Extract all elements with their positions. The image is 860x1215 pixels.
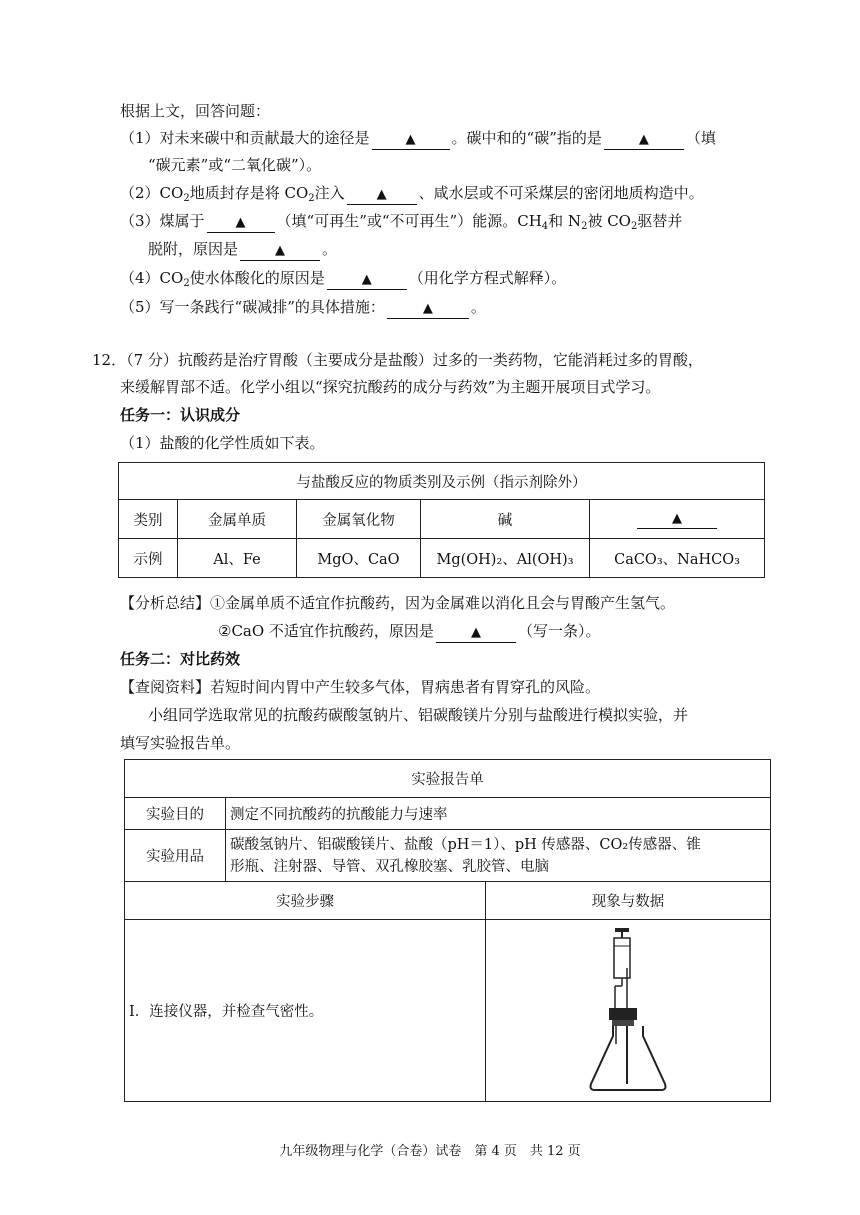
answer-blank[interactable]: ▲ bbox=[327, 269, 407, 290]
answer-blank[interactable]: ▲ bbox=[387, 298, 469, 319]
table-cell: MgO、CaO bbox=[297, 539, 421, 578]
table-cell: 碱 bbox=[421, 500, 590, 539]
answer-blank[interactable]: ▲ bbox=[637, 509, 717, 529]
observations-header: 现象与数据 bbox=[486, 882, 771, 920]
answer-blank[interactable]: ▲ bbox=[207, 212, 275, 233]
steps-header: 实验步骤 bbox=[125, 882, 486, 920]
task-1-heading: 任务一：认识成分 bbox=[120, 406, 241, 424]
question-12-line1: 12．（7 分）抗酸药是治疗胃酸（主要成分是盐酸）过多的一类药物，它能消耗过多的胃酸， bbox=[92, 351, 703, 369]
table-header: 与盐酸反应的物质类别及示例（指示剂除外） bbox=[119, 463, 765, 500]
answer-blank[interactable]: ▲ bbox=[604, 129, 684, 150]
purpose-label: 实验目的 bbox=[125, 798, 226, 830]
paragraph-line1: 小组同学选取常见的抗酸药碳酸氢钠片、铝碳酸镁片分别与盐酸进行模拟实验，并 bbox=[148, 706, 689, 724]
question-1: （1）对未来碳中和贡献最大的途径是 ▲ 。碳中和的“碳”指的是 ▲ （填 bbox=[120, 127, 716, 150]
table-cell: 金属单质 bbox=[178, 500, 297, 539]
analysis-2: ②CaO 不适宜作抗酸药，原因是 ▲ （写一条）。 bbox=[218, 620, 600, 643]
question-12-line2: 来缓解胃部不适。化学小组以“探究抗酸药的成分与药效”为主题开展项目式学习。 bbox=[120, 378, 661, 396]
answer-blank[interactable]: ▲ bbox=[436, 622, 516, 643]
purpose-value: 测定不同抗酸药的抗酸能力与速率 bbox=[226, 798, 771, 830]
materials-value: 碳酸氢钠片、铝碳酸镁片、盐酸（pH＝1）、pH 传感器、CO₂传感器、锥 形瓶、注射器、导管、双孔橡胶塞、乳胶管、电脑 bbox=[226, 830, 771, 882]
materials-label: 实验用品 bbox=[125, 830, 226, 882]
hcl-properties-table bbox=[118, 462, 765, 578]
report-title: 实验报告单 bbox=[125, 760, 771, 798]
answer-blank[interactable]: ▲ bbox=[240, 240, 320, 261]
answer-blank[interactable]: ▲ bbox=[372, 129, 450, 150]
step-1: I．连接仪器，并检查气密性。 bbox=[125, 920, 486, 1102]
question-5: （5）写一条践行“碳减排”的具体措施： ▲ 。 bbox=[120, 296, 486, 319]
question-2: $(2)CO_2$地质封存是将 $CO_2$注入 ▲ 、咸水层或不可采煤层的密闭地质构造中。 bbox=[120, 184, 704, 204]
table-cell: CaCO₃、NaHCO₃ bbox=[590, 539, 765, 578]
lookup-info: 【查阅资料】若短时间内胃中产生较多气体，胃病患者有胃穿孔的风险。 bbox=[120, 678, 601, 696]
intro-text: 根据上文，回答问题： bbox=[120, 102, 271, 120]
task-1-subtitle: （1）盐酸的化学性质如下表。 bbox=[120, 434, 325, 452]
row-label: 示例 bbox=[119, 539, 178, 578]
apparatus-cell bbox=[486, 920, 771, 1102]
paragraph-line2: 填写实验报告单。 bbox=[120, 734, 241, 752]
analysis-1: 【分析总结】①金属单质不适宜作抗酸药，因为金属难以消化且会与胃酸产生氢气。 bbox=[120, 594, 676, 612]
table-cell: Al、Fe bbox=[178, 539, 297, 578]
table-cell: 金属氧化物 bbox=[297, 500, 421, 539]
table-cell bbox=[590, 500, 765, 539]
question-4: $(4)CO_2$使水体酸化的原因是 ▲ （用化学方程式解释）。 bbox=[120, 269, 567, 289]
answer-blank[interactable]: ▲ bbox=[347, 184, 417, 205]
experiment-report-table bbox=[124, 759, 771, 1102]
question-3-cont: 脱附，原因是 ▲ 。 bbox=[148, 238, 337, 261]
question-1-cont: “碳元素”或“二氧化碳”）。 bbox=[148, 156, 322, 174]
row-label: 类别 bbox=[119, 500, 178, 539]
question-3: （3）煤属于 ▲ （填“可再生”或“不可再生”）能源。$CH_4$和 $N_2$被 $CO_2$驱替并 bbox=[120, 212, 683, 232]
page-footer: 九年级物理与化学（合卷）试卷 第 4 页 共 12 页 bbox=[279, 1144, 581, 1159]
flask-syringe-icon bbox=[583, 924, 673, 1094]
table-cell: Mg(OH)₂、Al(OH)₃ bbox=[421, 539, 590, 578]
task-2-heading: 任务二：对比药效 bbox=[120, 650, 241, 668]
